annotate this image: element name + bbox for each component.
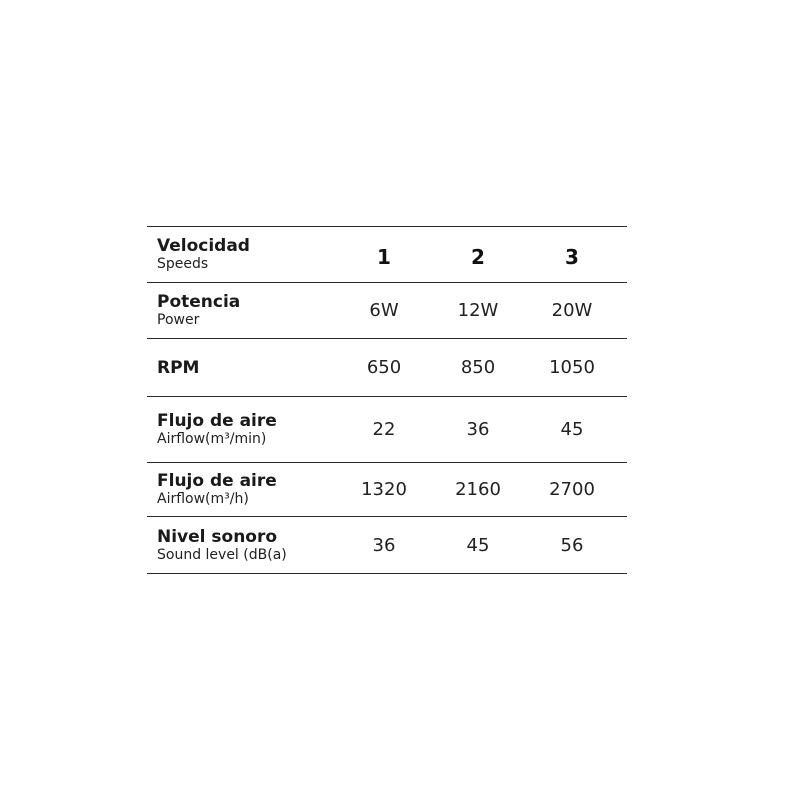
row-label-cell xyxy=(147,411,337,448)
table-row-sound-level xyxy=(147,517,627,574)
header-row xyxy=(147,227,627,283)
table-cell: 56 xyxy=(560,534,584,556)
table-row-airflow-hour xyxy=(147,463,627,517)
row-sublabel: Airflow(m³/h) xyxy=(157,491,249,507)
table-cell: 1050 xyxy=(549,357,595,378)
table-cell: 650 xyxy=(366,357,402,378)
row-label: Potencia xyxy=(157,292,241,312)
table-cell: 36 xyxy=(372,534,396,556)
spec-table xyxy=(147,226,627,574)
row-label: Flujo de aire xyxy=(157,411,277,431)
header-label-cell xyxy=(147,236,337,273)
row-sublabel: Airflow(m³/min) xyxy=(157,431,267,447)
table-cell: 36 xyxy=(466,419,490,440)
row-sublabel: Power xyxy=(157,312,200,328)
table-row-power xyxy=(147,283,627,339)
speed-column-1: 1 xyxy=(377,244,391,269)
row-label: Nivel sonoro xyxy=(157,526,278,547)
table-cell: 1320 xyxy=(361,479,407,500)
row-sublabel: Sound level (dB(a) xyxy=(157,546,287,563)
header-label: Velocidad xyxy=(157,236,250,256)
table-row-airflow-min xyxy=(147,397,627,463)
table-cell: 20W xyxy=(551,300,593,321)
speed-column-2: 2 xyxy=(471,244,485,269)
table-cell: 45 xyxy=(466,534,490,556)
row-label: RPM xyxy=(157,357,200,378)
table-cell: 45 xyxy=(560,419,584,440)
table-cell: 2160 xyxy=(455,479,501,500)
table-cell: 6W xyxy=(369,300,399,321)
row-label-cell xyxy=(147,471,337,508)
table-cell: 850 xyxy=(460,357,496,378)
speed-column-3: 3 xyxy=(565,244,579,269)
row-label: Flujo de aire xyxy=(157,471,277,491)
table-cell: 22 xyxy=(372,419,396,440)
table-cell: 12W xyxy=(457,300,499,321)
row-label-cell xyxy=(147,292,337,329)
row-label-cell xyxy=(147,358,337,378)
header-sublabel: Speeds xyxy=(157,256,209,272)
table-row-rpm xyxy=(147,339,627,397)
row-label-cell xyxy=(147,527,337,564)
table-cell: 2700 xyxy=(549,479,595,500)
